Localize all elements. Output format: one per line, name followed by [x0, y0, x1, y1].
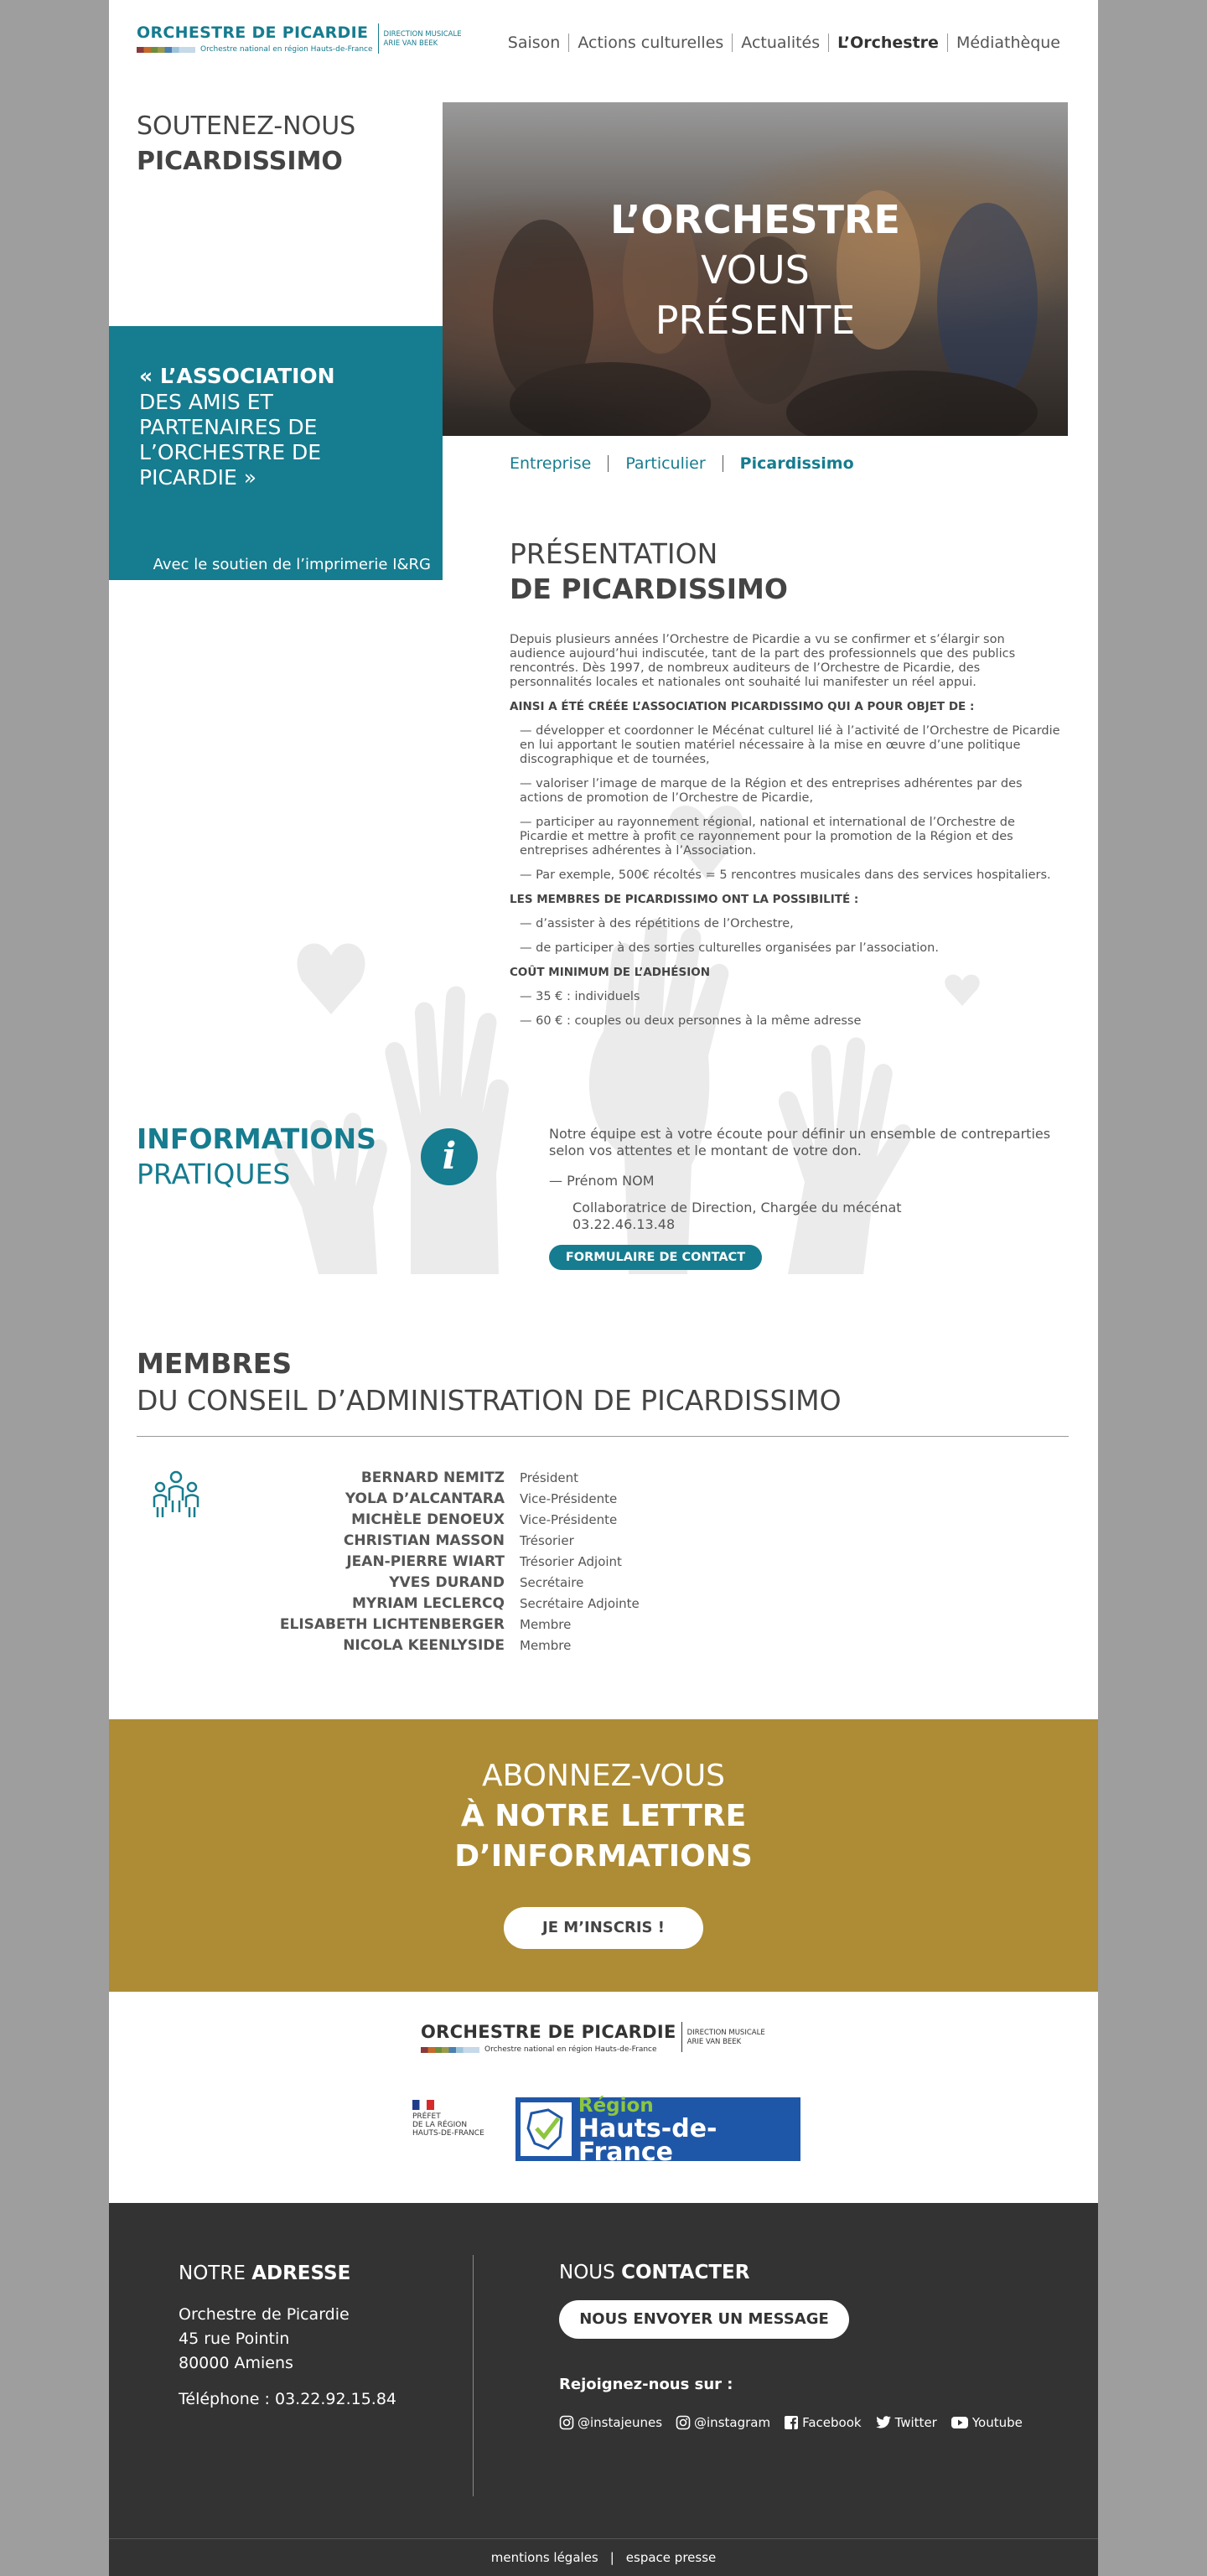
- french-flag-icon: [412, 2100, 434, 2110]
- member-role: Vice-Présidente: [520, 1490, 618, 1506]
- member-name: ELISABETH LICHTENBERGER: [279, 1615, 505, 1633]
- tab-particulier[interactable]: Particulier: [608, 455, 722, 472]
- contact-form-button[interactable]: FORMULAIRE DE CONTACT: [549, 1245, 762, 1270]
- social-link-instajeunes[interactable]: @instajeunes: [559, 2415, 662, 2430]
- contact-phone: 03.22.46.13.48: [572, 1216, 676, 1232]
- tab-entreprise[interactable]: Entreprise: [510, 454, 592, 473]
- member-role: Secrétaire Adjointe: [520, 1595, 640, 1611]
- newsletter-section: [109, 1719, 1098, 1992]
- infos-title: INFORMATIONS PRATIQUES: [137, 1122, 376, 1190]
- social-link-youtube[interactable]: Youtube: [951, 2415, 1023, 2430]
- info-icon: i: [421, 1128, 478, 1185]
- nav-item-saison[interactable]: Saison: [507, 34, 561, 52]
- member-role: Vice-Présidente: [520, 1511, 618, 1527]
- member-name: MYRIAM LECLERCQ: [351, 1594, 505, 1612]
- logo-color-bar: [421, 2047, 479, 2053]
- footer: [109, 2203, 1098, 2576]
- presentation-intro: Depuis plusieurs années l’Orchestre de Picardie a vu se confirmer et s’élargir son audience aujourd’hui indiscutée, tant de la part des professionnels que des publics rencontrés. Dès 1997, de nombreux auditeurs de l’Orchestre de Picardie, des personnalités locales et nationales ont souhaité lui manifester un réel appui.: [510, 633, 1016, 689]
- list-item: — 60 € : couples ou deux personnes à la même adresse: [520, 1014, 862, 1028]
- region-logo[interactable]: [515, 2095, 800, 2167]
- newsletter-title: ABONNEZ-VOUS À NOTRE LETTRE D’INFORMATIONS: [454, 1759, 753, 1874]
- nav-item-mediatheque[interactable]: Médiathèque: [947, 34, 1069, 52]
- presentation-heading-possibilite: LES MEMBRES DE PICARDISSIMO ONT LA POSSIBILITÉ :: [510, 893, 859, 906]
- member-role: Membre: [520, 1637, 572, 1653]
- region-map-icon: [521, 2102, 572, 2156]
- list-item: — de participer à des sorties culturelles organisées par l’association.: [520, 941, 939, 955]
- member-name: YOLA D’ALCANTARA: [344, 1490, 505, 1507]
- member-role: Président: [520, 1469, 578, 1485]
- footer-address-title: NOTRE ADRESSE: [179, 2262, 351, 2284]
- member-name: NICOLA KEENLYSIDE: [343, 1636, 505, 1654]
- press-link[interactable]: espace presse: [625, 2550, 717, 2565]
- list-item: — développer et coordonner le Mécénat culturel lié à l’activité de l’Orchestre de Picardie en lui apportant le soutien matériel nécessaire à la mise en œuvre d’une politique discographique et de tournées,: [520, 724, 1060, 766]
- infos-body: [549, 1126, 1069, 1233]
- link-separator: |: [609, 2550, 614, 2565]
- member-row: [235, 1635, 640, 1656]
- newsletter-subscribe-button[interactable]: JE M’INSCRIS !: [504, 1907, 703, 1949]
- social-link-instagram[interactable]: @instagram: [676, 2415, 770, 2430]
- member-name: JEAN-PIERRE WIART: [346, 1552, 505, 1570]
- twitter-icon: [875, 2415, 892, 2430]
- member-row: [235, 1614, 640, 1635]
- footer-divider: [473, 2255, 474, 2496]
- logo-subtitle: Orchestre national en région Hauts-de-France: [200, 45, 373, 54]
- footer-contact: [559, 2262, 1023, 2430]
- footer-contact-title: NOUS CONTACTER: [559, 2262, 750, 2283]
- footer-logo[interactable]: [421, 2022, 765, 2054]
- instagram-icon: [676, 2415, 691, 2430]
- join-us-label: Rejoignez-nous sur :: [559, 2376, 733, 2393]
- association-subtitle: DES AMIS ET PARTENAIRES DE L’ORCHESTRE DE PICARDIE »: [139, 390, 322, 490]
- logo-direction-label: DIRECTION MUSICALE: [383, 30, 462, 39]
- membres-title: MEMBRES DU CONSEIL D’ADMINISTRATION DE PICARDISSIMO: [137, 1347, 842, 1417]
- nav-item-actions-culturelles[interactable]: Actions culturelles: [568, 34, 732, 52]
- legal-link[interactable]: mentions légales: [490, 2550, 598, 2565]
- support-text: Avec le soutien de l’imprimerie I&RG: [153, 556, 431, 573]
- page: [109, 0, 1098, 2576]
- footer-bottom-bar: [109, 2538, 1098, 2576]
- member-name: YVES DURAND: [389, 1573, 505, 1591]
- member-row: [235, 1593, 640, 1614]
- presentation-body: [510, 633, 1063, 1039]
- footer-logo-direction-label: DIRECTION MUSICALE: [686, 2029, 765, 2037]
- youtube-icon: [951, 2416, 969, 2429]
- member-row: [235, 1509, 640, 1530]
- nav-item-orchestre[interactable]: L’Orchestre: [828, 34, 947, 52]
- footer-logo-subtitle: Orchestre national en région Hauts-de-France: [484, 2045, 657, 2054]
- list-item: — participer au rayonnement régional, national et international de l’Orchestre de Picardie et mettre à profit ce rayonnement pour la promotion de la Région et des entreprises adhérentes à l’Association.: [520, 816, 1015, 858]
- footer-address: NOTRE ADRESSE Orchestre de Picardie 45 rue Pointin 80000 Amiens Téléphone : 03.22.92.15.84: [179, 2262, 396, 2412]
- member-name: MICHÈLE DENOEUX: [351, 1511, 505, 1528]
- member-row: [235, 1551, 640, 1572]
- send-message-button[interactable]: NOUS ENVOYER UN MESSAGE: [559, 2300, 849, 2339]
- member-row: [235, 1530, 640, 1551]
- contact-name: — Prénom NOM: [549, 1173, 655, 1189]
- social-links: [559, 2415, 1023, 2430]
- social-link-facebook[interactable]: Facebook: [784, 2415, 861, 2430]
- member-role: Trésorier: [520, 1532, 574, 1548]
- list-item: — d’assister à des répétitions de l’Orchestre,: [520, 917, 794, 930]
- presentation-heading-cout: COÛT MINIMUM DE L’ADHÉSION: [510, 966, 711, 979]
- list-item: — Par exemple, 500€ récoltés = 5 rencontres musicales dans des services hospitaliers.: [520, 868, 1051, 882]
- main-nav: [500, 34, 1069, 52]
- member-role: Membre: [520, 1616, 572, 1632]
- page-title: SOUTENEZ-NOUS PICARDISSIMO: [137, 111, 356, 176]
- hero-banner: [443, 102, 1068, 436]
- member-name: BERNARD NEMITZ: [360, 1469, 505, 1486]
- logo-direction-name: ARIE VAN BEEK: [383, 39, 438, 48]
- region-name: Hauts-de-France: [578, 2114, 717, 2167]
- list-item: — 35 € : individuels: [520, 990, 640, 1003]
- nav-item-actualites[interactable]: Actualités: [732, 34, 828, 52]
- member-row: [235, 1572, 640, 1593]
- association-title: « L’ASSOCIATION: [139, 364, 335, 388]
- member-row: [235, 1488, 640, 1509]
- divider: [137, 1436, 1069, 1437]
- prefet-logo[interactable]: PRÉFET DE LA RÉGION HAUTS-DE-FRANCE: [412, 2100, 496, 2138]
- people-icon: [151, 1469, 201, 1522]
- sub-tabs: [510, 455, 871, 472]
- site-logo[interactable]: [137, 23, 462, 54]
- footer-logo-title: ORCHESTRE DE PICARDIE: [421, 2022, 676, 2042]
- member-role: Trésorier Adjoint: [520, 1553, 622, 1569]
- logo-title: ORCHESTRE DE PICARDIE: [137, 23, 369, 42]
- list-item: — valoriser l’image de marque de la Région et des entreprises adhérentes par des actions de promotion de l’Orchestre de Picardie,: [520, 777, 1023, 805]
- presentation-title: PRÉSENTATION DE PICARDISSIMO: [510, 537, 788, 605]
- member-name: CHRISTIAN MASSON: [343, 1532, 505, 1549]
- footer-phone: Téléphone : 03.22.92.15.84: [179, 2390, 397, 2408]
- logo-color-bar: [137, 47, 195, 53]
- presentation-heading-objet: AINSI A ÉTÉ CRÉÉE L’ASSOCIATION PICARDISSIMO QUI A POUR OBJET DE :: [510, 700, 975, 713]
- hero-title: L’ORCHESTRE VOUS PRÉSENTE: [610, 197, 900, 343]
- contact-role: Collaboratrice de Direction, Chargée du mécénat: [572, 1200, 902, 1215]
- infos-text: Notre équipe est à votre écoute pour définir un ensemble de contreparties selon vos attentes et le montant de votre don.: [549, 1126, 1051, 1158]
- members-list: [235, 1467, 640, 1656]
- social-link-twitter[interactable]: Twitter: [875, 2415, 937, 2430]
- member-row: [235, 1467, 640, 1488]
- association-block: [109, 326, 443, 580]
- region-label: Région: [578, 2095, 654, 2117]
- tab-picardissimo[interactable]: Picardissimo: [723, 455, 871, 472]
- instagram-icon: [559, 2415, 574, 2430]
- footer-logo-direction-name: ARIE VAN BEEK: [686, 2038, 742, 2046]
- facebook-icon: [784, 2415, 799, 2430]
- member-role: Secrétaire: [520, 1574, 584, 1590]
